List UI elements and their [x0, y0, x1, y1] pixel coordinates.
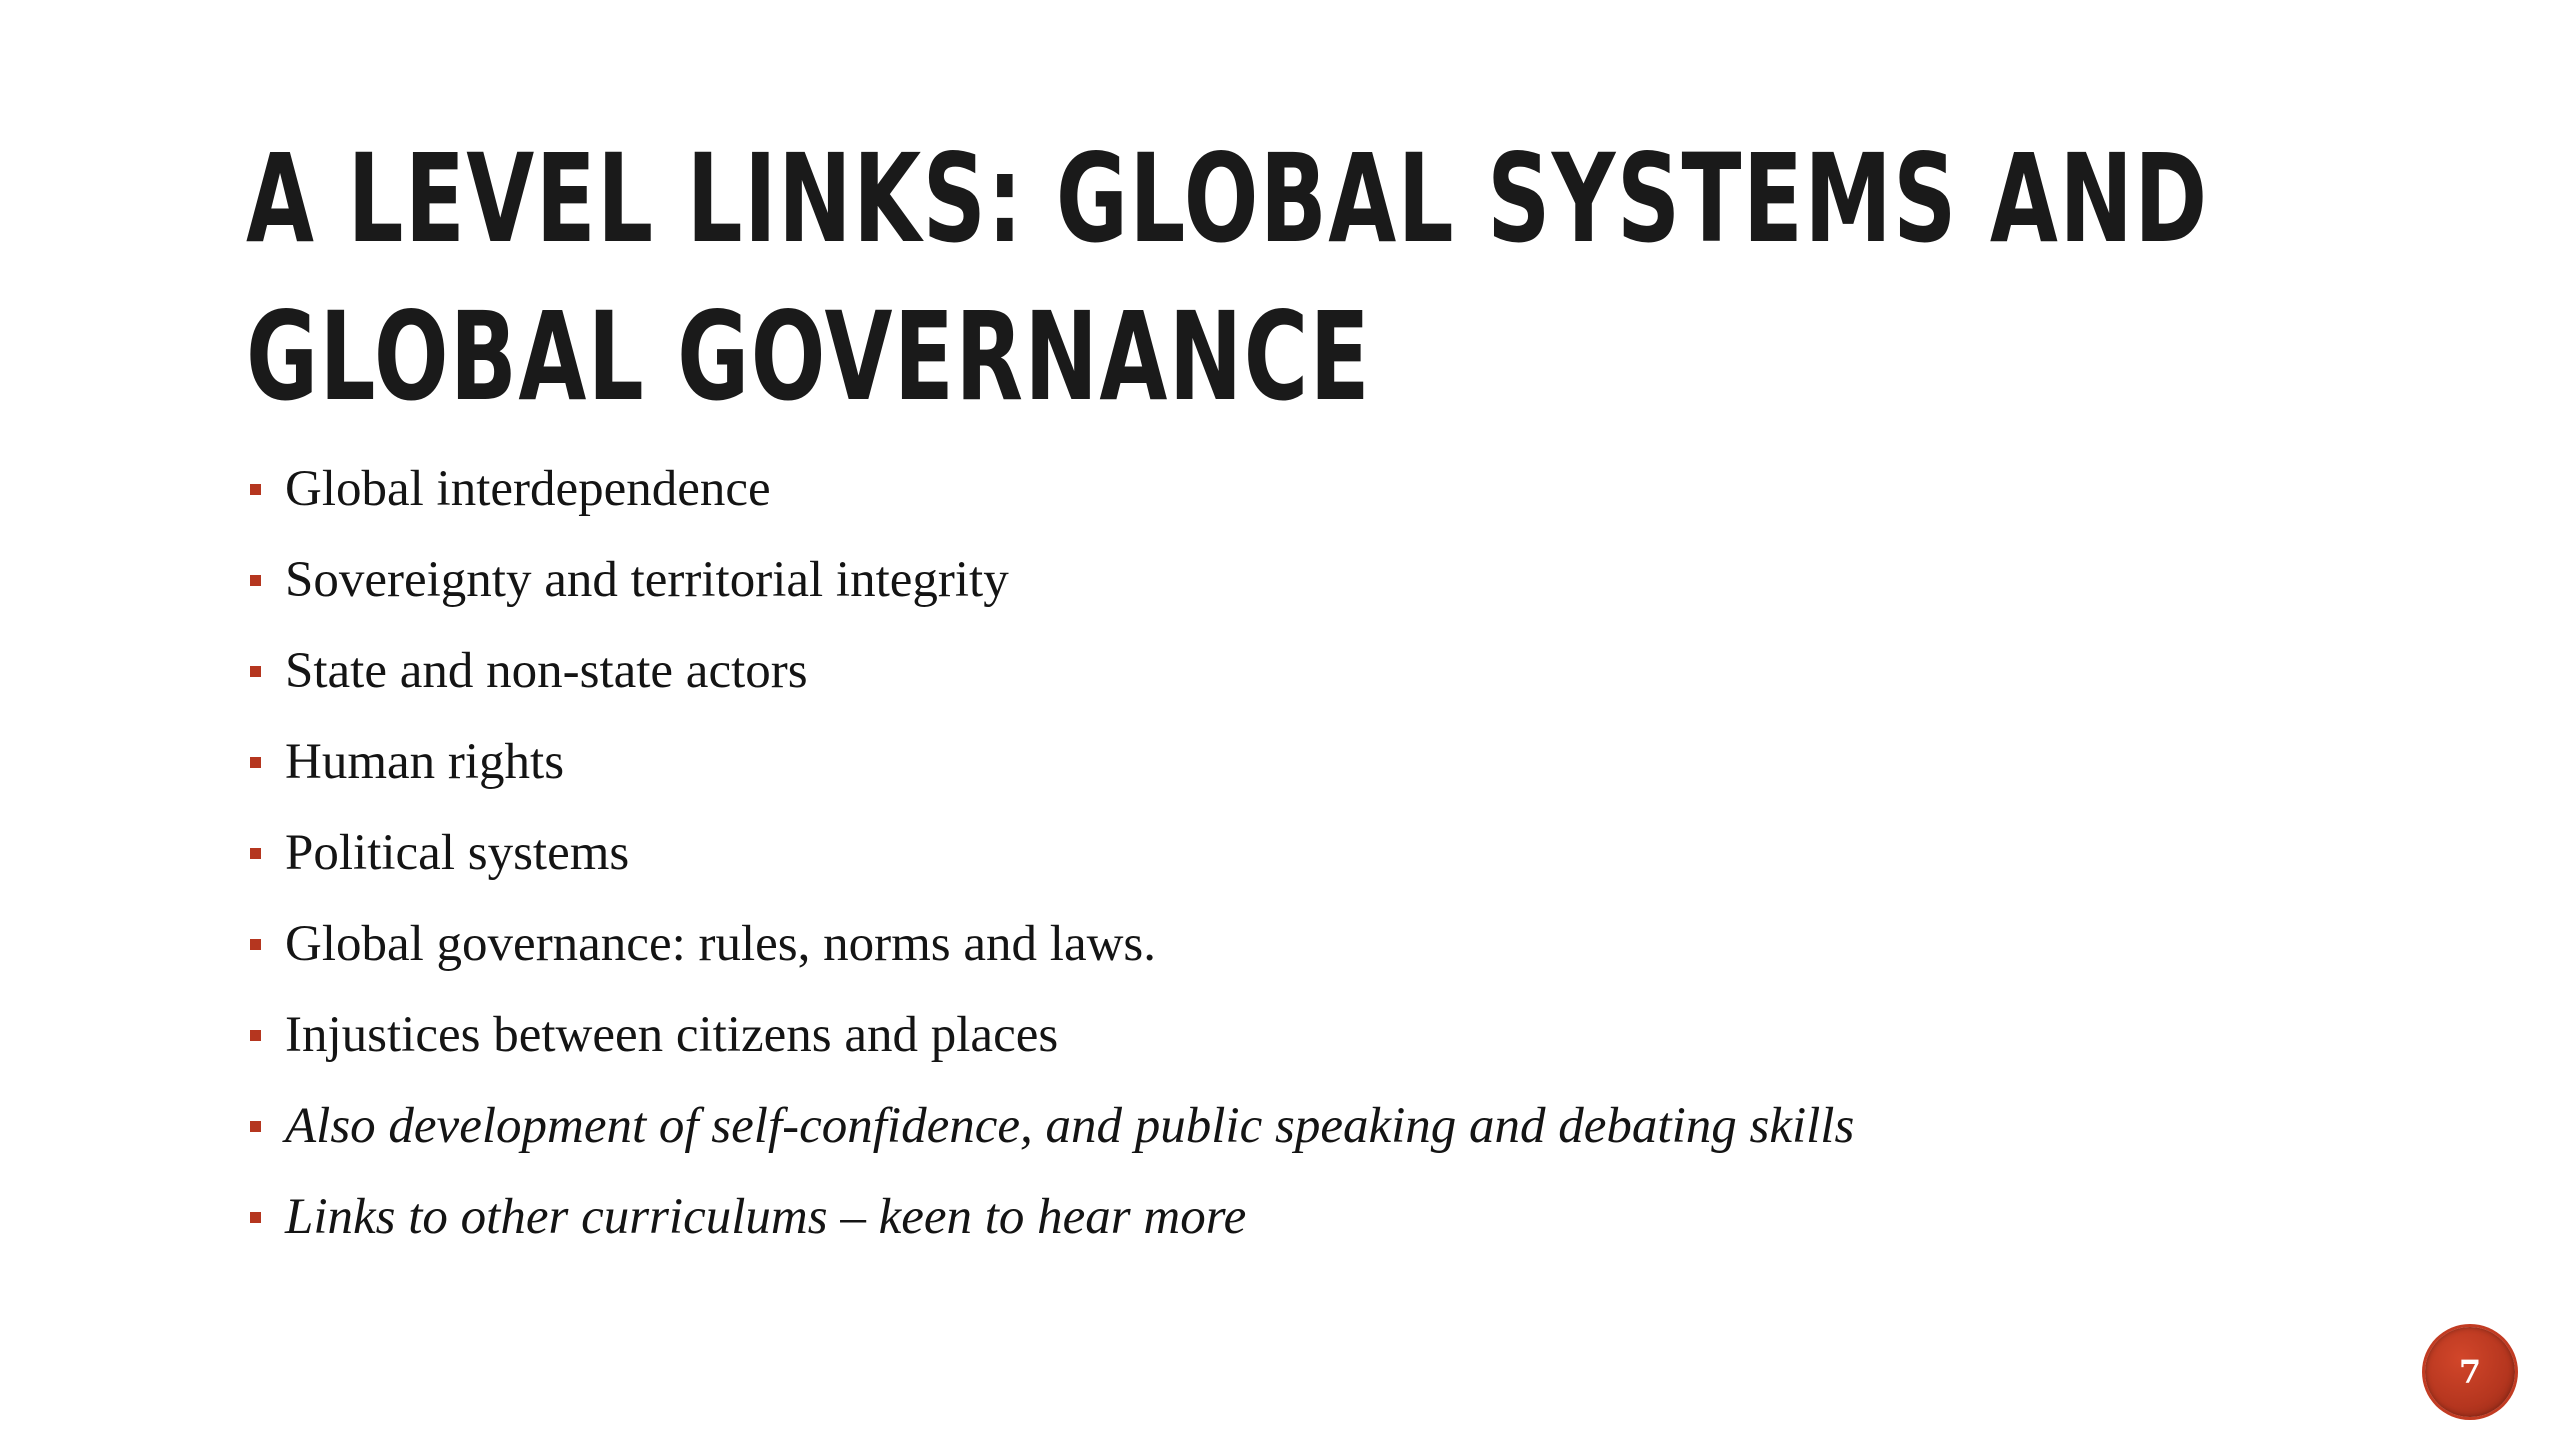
- slide-number-badge: [2425, 1327, 2515, 1417]
- square-bullet-icon: [250, 484, 261, 495]
- bullet-text: Links to other curriculums – keen to hear more: [285, 1189, 1247, 1245]
- bullet-text: Human rights: [285, 734, 565, 790]
- bullet-text: Injustices between citizens and places: [285, 1007, 1059, 1063]
- square-bullet-icon: [250, 848, 261, 859]
- square-bullet-icon: [250, 1030, 261, 1041]
- slide-title: [246, 120, 2209, 436]
- bullet-item: [246, 1183, 1854, 1274]
- bullet-text: Sovereignty and territorial integrity: [285, 552, 1009, 608]
- bullet-text: Global governance: rules, norms and laws.: [285, 916, 1157, 972]
- slide-title-line-1: A LEVEL LINKS: GLOBAL SYSTEMS AND: [246, 128, 2209, 270]
- square-bullet-icon: [250, 575, 261, 586]
- bullet-text: State and non-state actors: [285, 643, 808, 699]
- bullet-item: [246, 1001, 1854, 1092]
- square-bullet-icon: [250, 666, 261, 677]
- slide-number: 7: [2458, 1353, 2482, 1391]
- bullet-item: [246, 637, 1854, 728]
- bullet-item: [246, 546, 1854, 637]
- square-bullet-icon: [250, 1121, 261, 1132]
- bullet-text: Political systems: [285, 825, 630, 881]
- bullet-item: [246, 819, 1854, 910]
- bullet-text: Also development of self-confidence, and public speaking and debating skills: [285, 1098, 1855, 1154]
- bullet-text: Global interdependence: [285, 461, 771, 517]
- bullet-item: [246, 910, 1854, 1001]
- bullet-item: [246, 1092, 1854, 1183]
- square-bullet-icon: [250, 757, 261, 768]
- bullet-list: [246, 455, 1854, 1274]
- square-bullet-icon: [250, 939, 261, 950]
- bullet-item: [246, 728, 1854, 819]
- bullet-item: [246, 455, 1854, 546]
- square-bullet-icon: [250, 1212, 261, 1223]
- slide-title-line-2: GLOBAL GOVERNANCE: [246, 286, 1372, 428]
